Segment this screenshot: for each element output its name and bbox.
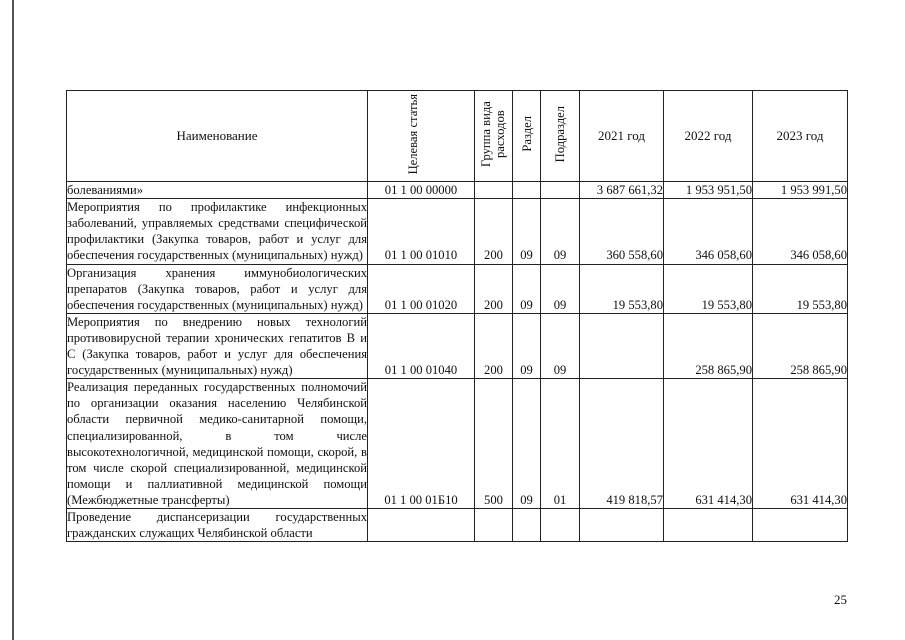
row-code: 01 1 00 01020 <box>368 264 475 313</box>
row-name: Мероприятия по профилактике инфекционных заболеваний, управляемых средствами специфической профилактики (Закупка товаров, работ и услуг для обеспечения государственных (муниципальных) нужд) <box>67 200 367 263</box>
table-header-row <box>67 91 848 182</box>
row-2023: 1 953 991,50 <box>753 182 848 199</box>
row-2021: 19 553,80 <box>580 264 664 313</box>
budget-table <box>66 90 848 542</box>
header-subsection: Подраздел <box>541 91 580 182</box>
page-number: 25 <box>834 592 847 607</box>
header-2022: 2022 год <box>664 91 753 182</box>
row-section: 09 <box>513 313 541 378</box>
row-subsection: 09 <box>541 264 580 313</box>
row-2023 <box>753 508 848 541</box>
row-group: 200 <box>475 264 513 313</box>
row-name: Мероприятия по внедрению новых технологий противовирусной терапии хронических гепатитов В и С (Закупка товаров, работ и услуг для обеспечения государственных (муниципальных) нужд) <box>67 314 367 378</box>
row-2023: 631 414,30 <box>753 379 848 509</box>
row-2021: 3 687 661,32 <box>580 182 664 199</box>
row-2022: 19 553,80 <box>664 264 753 313</box>
row-2023: 258 865,90 <box>753 313 848 378</box>
table-row <box>67 508 848 541</box>
row-name: Организация хранения иммунобиологических препаратов (Закупка товаров, работ и услуг для обеспечения государственных (муниципальных) нужд) <box>67 265 367 312</box>
page-edge-line <box>12 0 14 640</box>
row-name: Проведение диспансеризации государственных гражданских служащих Челябинской области <box>67 509 367 541</box>
row-2022: 1 953 951,50 <box>664 182 753 199</box>
row-2022: 346 058,60 <box>664 199 753 264</box>
row-group: 200 <box>475 199 513 264</box>
row-group: 500 <box>475 379 513 509</box>
row-group <box>475 182 513 199</box>
header-group: Группа вида расходов <box>475 91 513 182</box>
table-row <box>67 264 848 313</box>
header-2021: 2021 год <box>580 91 664 182</box>
row-subsection: 09 <box>541 313 580 378</box>
header-section: Раздел <box>513 91 541 182</box>
header-2023: 2023 год <box>753 91 848 182</box>
row-subsection <box>541 508 580 541</box>
row-2021: 419 818,57 <box>580 379 664 509</box>
row-code <box>368 508 475 541</box>
row-2021: 360 558,60 <box>580 199 664 264</box>
row-section: 09 <box>513 379 541 509</box>
row-section: 09 <box>513 264 541 313</box>
row-subsection: 01 <box>541 379 580 509</box>
row-2021 <box>580 313 664 378</box>
row-group <box>475 508 513 541</box>
row-2022 <box>664 508 753 541</box>
header-name: Наименование <box>67 91 368 182</box>
row-section <box>513 182 541 199</box>
row-section: 09 <box>513 199 541 264</box>
table-row <box>67 313 848 378</box>
row-subsection: 09 <box>541 199 580 264</box>
row-code: 01 1 00 01010 <box>368 199 475 264</box>
row-code: 01 1 00 01040 <box>368 313 475 378</box>
row-2022: 258 865,90 <box>664 313 753 378</box>
row-name: Реализация переданных государственных полномочий по организации оказания населению Челябинской области первичной медико-санитарной помощи, специализированной, в том числе высокотехнологичной, медицинской помощи, скорой, в том числе скорой специализированной, медицинской помощи и паллиативной медицинской помощи (Межбюджетные трансферты) <box>67 380 367 507</box>
header-target: Целевая статья <box>368 91 475 182</box>
row-section <box>513 508 541 541</box>
table-row <box>67 199 848 264</box>
table-row <box>67 182 848 199</box>
row-2021 <box>580 508 664 541</box>
row-2023: 346 058,60 <box>753 199 848 264</box>
row-group: 200 <box>475 313 513 378</box>
row-code: 01 1 00 00000 <box>368 182 475 199</box>
row-name: болеваниями» <box>67 182 368 199</box>
row-2022: 631 414,30 <box>664 379 753 509</box>
row-subsection <box>541 182 580 199</box>
table-row <box>67 379 848 509</box>
row-2023: 19 553,80 <box>753 264 848 313</box>
row-code: 01 1 00 01Б10 <box>368 379 475 509</box>
